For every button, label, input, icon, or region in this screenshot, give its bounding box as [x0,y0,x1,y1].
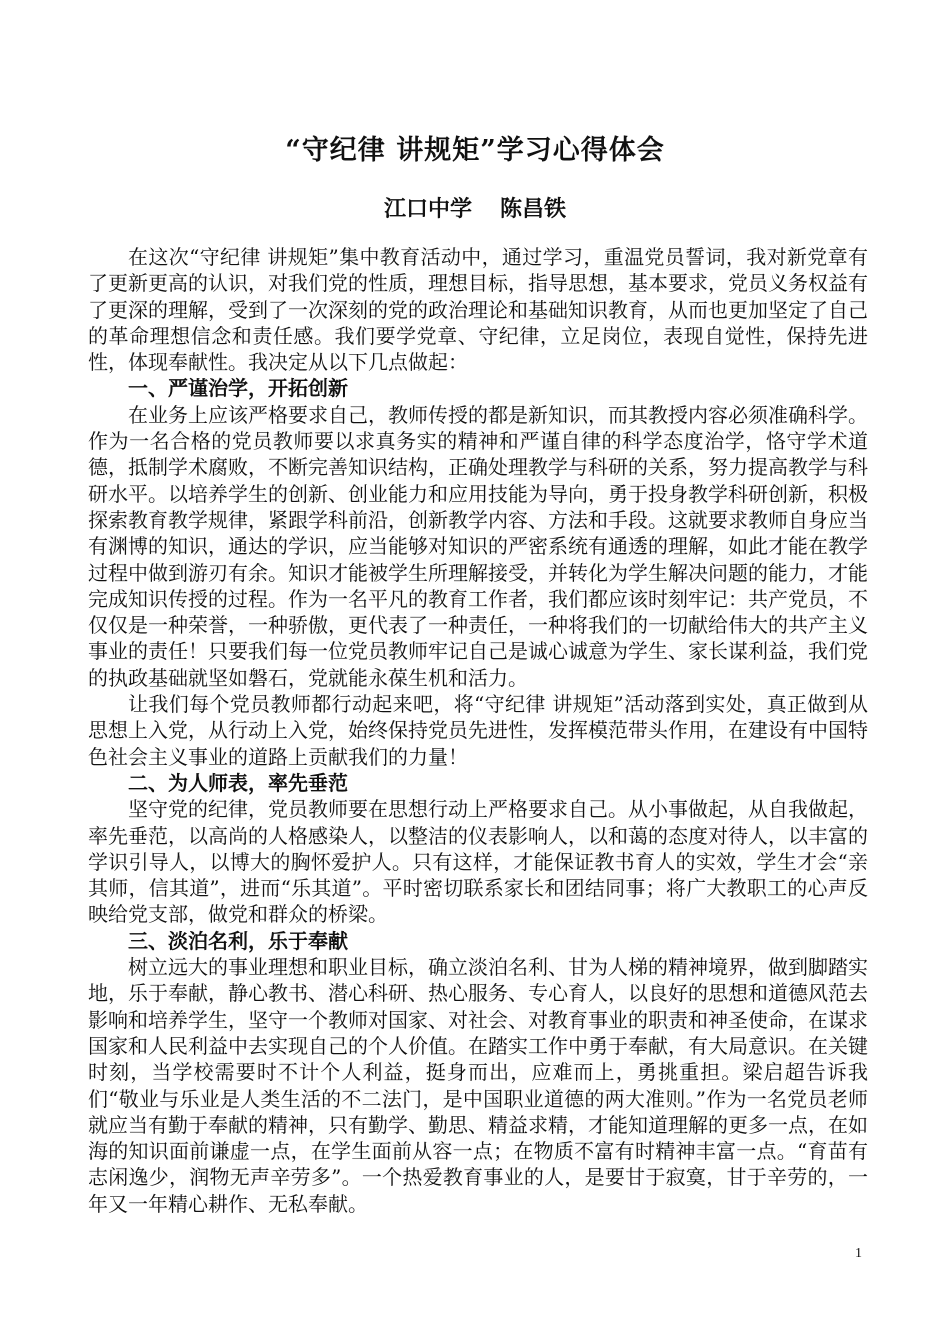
author-school: 江口中学 [383,196,472,222]
section-3-paragraph: 树立远大的事业理想和职业目标，确立淡泊名利、甘为人梯的精神境界，做到脚踏实地，乐于奉献，静心教书、潜心科研、热心服务、专心育人，以良好的思想和道德风范去影响和培养学生，坚守一个教师对国家、对社会、对教育事业的职责和神圣使命，在谋求国家和人民利益中去实现自己的个人价值。在踏实工作中勇于奉献，有大局意识。在关键时刻，当学校需要时不计个人利益，挺身而出，应难而上，勇挑重担。梁启超告诉我们“敬业与乐业是人类生活的不二法门，是中国职业道德的两大准则。”作为一名党员老师就应当有勤于奉献的精神，只有勤学、勤思、精益求精，才能知道理解的更多一点，在如海的知识面前谦虚一点，在学生面前从容一点；在物质不富有时精神丰富一点。“育苗有志闲逸少，润物无声辛劳多”。一个热爱教育事业的人，是要甘于寂寞，甘于辛劳的，一年又一年精心耕作、无私奉献。 [88,955,868,1216]
page-number: 1 [855,1246,862,1261]
document-title: “守纪律 讲规矩”学习心得体会 [285,135,665,166]
section-2-paragraph: 坚守党的纪律，党员教师要在思想行动上严格要求自己。从小事做起，从自我做起，率先垂范，以高尚的人格感染人，以整洁的仪表影响人，以和蔼的态度对待人，以丰富的学识引导人，以博大的胸怀爱护人。只有这样，才能保证教书育人的实效，学生才会“亲其师，信其道”，进而“乐其道”。平时密切联系家长和团结同事；将广大教职工的心声反映给党支部，做党和群众的桥梁。 [88,797,868,927]
author-line [0,194,950,224]
section-1-paragraph: 在业务上应该严格要求自己，教师传授的都是新知识，而其教授内容必须准确科学。作为一名合格的党员教师要以求真务实的精神和严谨自律的科学态度治学，恪守学术道德，抵制学术腐败，不断完善知识结构，正确处理教学与科研的关系，努力提高教学与科研水平。以培养学生的创新、创业能力和应用技能为导向，勇于投身教学科研创新，积极探索教育教学规律，紧跟学科前沿，创新教学内容、方法和手段。这就要求教师自身应当有渊博的知识，通达的学识，应当能够对知识的严密系统有通透的理解，如此才能在教学过程中做到游刃有余。知识才能被学生所理解接受，并转化为学生解决问题的能力，才能完成知识传授的过程。作为一名平凡的教育工作者，我们都应该时刻牢记：共产党员，不仅仅是一种荣誉，一种骄傲，更代表了一种责任，一种将我们的一切献给伟大的共产主义事业的责任！只要我们每一位党员教师牢记自己是诚心诚意为学生、家长谋利益，我们党的执政基础就坚如磐石，党就能永葆生机和活力。 [88,402,868,690]
section-heading-1: 一、严谨治学，开拓创新 [128,376,348,401]
section-heading-2: 二、为人师表，率先垂范 [128,770,348,795]
section-1-paragraph-2: 让我们每个党员教师都行动起来吧，将“守纪律 讲规矩”活动落到实处，真正做到从思想上入党，从行动上入党，始终保持党员先进性，发挥模范带头作用，在建设有中国特色社会主义事业的道路上贡献我们的力量！ [88,692,868,769]
author-name: 陈昌铁 [500,196,567,222]
intro-paragraph: 在这次“守纪律 讲规矩”集中教育活动中，通过学习，重温党员誓词，我对新党章有了更新更高的认识，对我们党的性质，理想目标，指导思想，基本要求，党员义务权益有了更深的理解，受到了一次深刻的党的政治理论和基础知识教育，从而也更加坚定了自己的革命理想信念和责任感。我们要学党章、守纪律，立足岗位，表现自觉性，保持先进性，体现奉献性。我决定从以下几点做起： [88,245,868,375]
section-heading-3: 三、淡泊名利，乐于奉献 [128,928,348,953]
document-body [88,244,868,1217]
